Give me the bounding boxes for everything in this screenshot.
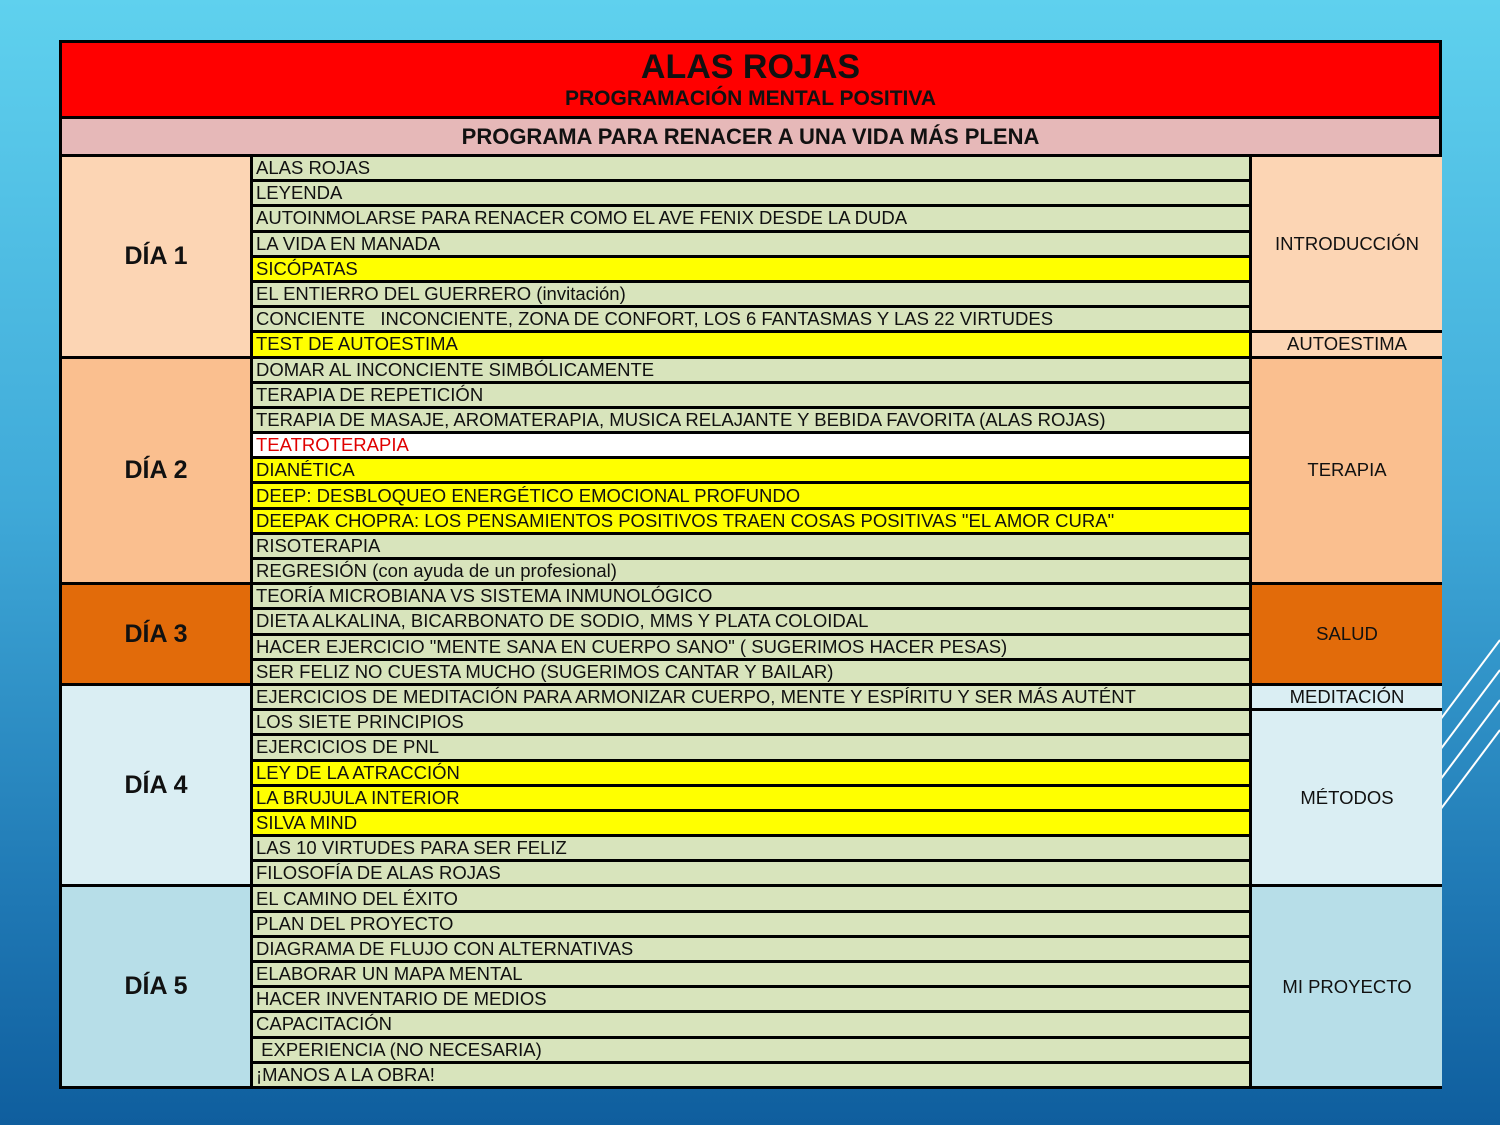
topic-item: ¡MANOS A LA OBRA! xyxy=(253,1064,1249,1086)
topic-item: EJERCICIOS DE PNL xyxy=(253,736,1249,758)
category-label: MI PROYECTO xyxy=(1252,887,1442,1086)
topic-item: PLAN DEL PROYECTO xyxy=(253,913,1249,935)
topic-item: TEORÍA MICROBIANA VS SISTEMA INMUNOLÓGICO xyxy=(253,585,1249,607)
page-title: ALAS ROJAS xyxy=(640,47,861,86)
topic-item: DIAGRAMA DE FLUJO CON ALTERNATIVAS xyxy=(253,938,1249,960)
day-label: DÍA 1 xyxy=(62,157,250,356)
schedule-grid xyxy=(62,157,1439,1086)
topic-item: DIETA ALKALINA, BICARBONATO DE SODIO, MMS Y PLATA COLOIDAL xyxy=(253,610,1249,632)
decorative-stripes xyxy=(1440,620,1500,820)
topic-item: LAS 10 VIRTUDES PARA SER FELIZ xyxy=(253,837,1249,859)
day-label: DÍA 3 xyxy=(62,585,250,683)
day-label: DÍA 5 xyxy=(62,887,250,1086)
topic-item: AUTOINMOLARSE PARA RENACER COMO EL AVE FENIX DESDE LA DUDA xyxy=(253,207,1249,229)
topic-item: HACER EJERCICIO "MENTE SANA EN CUERPO SANO" ( SUGERIMOS HACER PESAS) xyxy=(253,636,1249,658)
topic-item: DEEP: DESBLOQUEO ENERGÉTICO EMOCIONAL PROFUNDO xyxy=(253,484,1249,506)
topic-item: LEYENDA xyxy=(253,182,1249,204)
topic-item: SILVA MIND xyxy=(253,812,1249,834)
topic-item: REGRESIÓN (con ayuda de un profesional) xyxy=(253,560,1249,582)
topic-item: LA BRUJULA INTERIOR xyxy=(253,787,1249,809)
topic-item: TEST DE AUTOESTIMA xyxy=(253,333,1249,355)
category-label: TERAPIA xyxy=(1252,359,1442,583)
title-banner xyxy=(62,43,1439,119)
topic-item: RISOTERAPIA xyxy=(253,535,1249,557)
topic-item: SER FELIZ NO CUESTA MUCHO (SUGERIMOS CANTAR Y BAILAR) xyxy=(253,661,1249,683)
topic-item: LA VIDA EN MANADA xyxy=(253,233,1249,255)
topic-item: TERAPIA DE MASAJE, AROMATERAPIA, MUSICA RELAJANTE Y BEBIDA FAVORITA (ALAS ROJAS) xyxy=(253,409,1249,431)
category-label: AUTOESTIMA xyxy=(1252,333,1442,355)
topic-item: LOS SIETE PRINCIPIOS xyxy=(253,711,1249,733)
topic-item: TEATROTERAPIA xyxy=(253,434,1249,456)
topic-item: ELABORAR UN MAPA MENTAL xyxy=(253,963,1249,985)
topic-item: EXPERIENCIA (NO NECESARIA) xyxy=(253,1039,1249,1061)
topic-item: SICÓPATAS xyxy=(253,258,1249,280)
topic-item: HACER INVENTARIO DE MEDIOS xyxy=(253,988,1249,1010)
topic-item: DIANÉTICA xyxy=(253,459,1249,481)
page-subtitle: PROGRAMACIÓN MENTAL POSITIVA xyxy=(564,86,936,110)
topic-item: FILOSOFÍA DE ALAS ROJAS xyxy=(253,862,1249,884)
topic-item: DOMAR AL INCONCIENTE SIMBÓLICAMENTE xyxy=(253,359,1249,381)
topic-item: CONCIENTE INCONCIENTE, ZONA DE CONFORT, LOS 6 FANTASMAS Y LAS 22 VIRTUDES xyxy=(253,308,1249,330)
topic-item: EL CAMINO DEL ÉXITO xyxy=(253,887,1249,909)
category-label: INTRODUCCIÓN xyxy=(1252,157,1442,330)
topic-item: TERAPIA DE REPETICIÓN xyxy=(253,384,1249,406)
topic-item: EL ENTIERRO DEL GUERRERO (invitación) xyxy=(253,283,1249,305)
program-banner: PROGRAMA PARA RENACER A UNA VIDA MÁS PLENA xyxy=(62,119,1439,157)
topic-item: EJERCICIOS DE MEDITACIÓN PARA ARMONIZAR CUERPO, MENTE Y ESPÍRITU Y SER MÁS AUTÉNT xyxy=(253,686,1249,708)
day-label: DÍA 2 xyxy=(62,359,250,583)
topic-item: DEEPAK CHOPRA: LOS PENSAMIENTOS POSITIVOS TRAEN COSAS POSITIVAS "EL AMOR CURA" xyxy=(253,510,1249,532)
topic-item: CAPACITACIÓN xyxy=(253,1013,1249,1035)
category-label: MÉTODOS xyxy=(1252,711,1442,884)
topic-item: ALAS ROJAS xyxy=(253,157,1249,179)
category-label: MEDITACIÓN xyxy=(1252,686,1442,708)
day-label: DÍA 4 xyxy=(62,686,250,885)
category-label: SALUD xyxy=(1252,585,1442,683)
program-table xyxy=(59,40,1442,1089)
topic-item: LEY DE LA ATRACCIÓN xyxy=(253,762,1249,784)
